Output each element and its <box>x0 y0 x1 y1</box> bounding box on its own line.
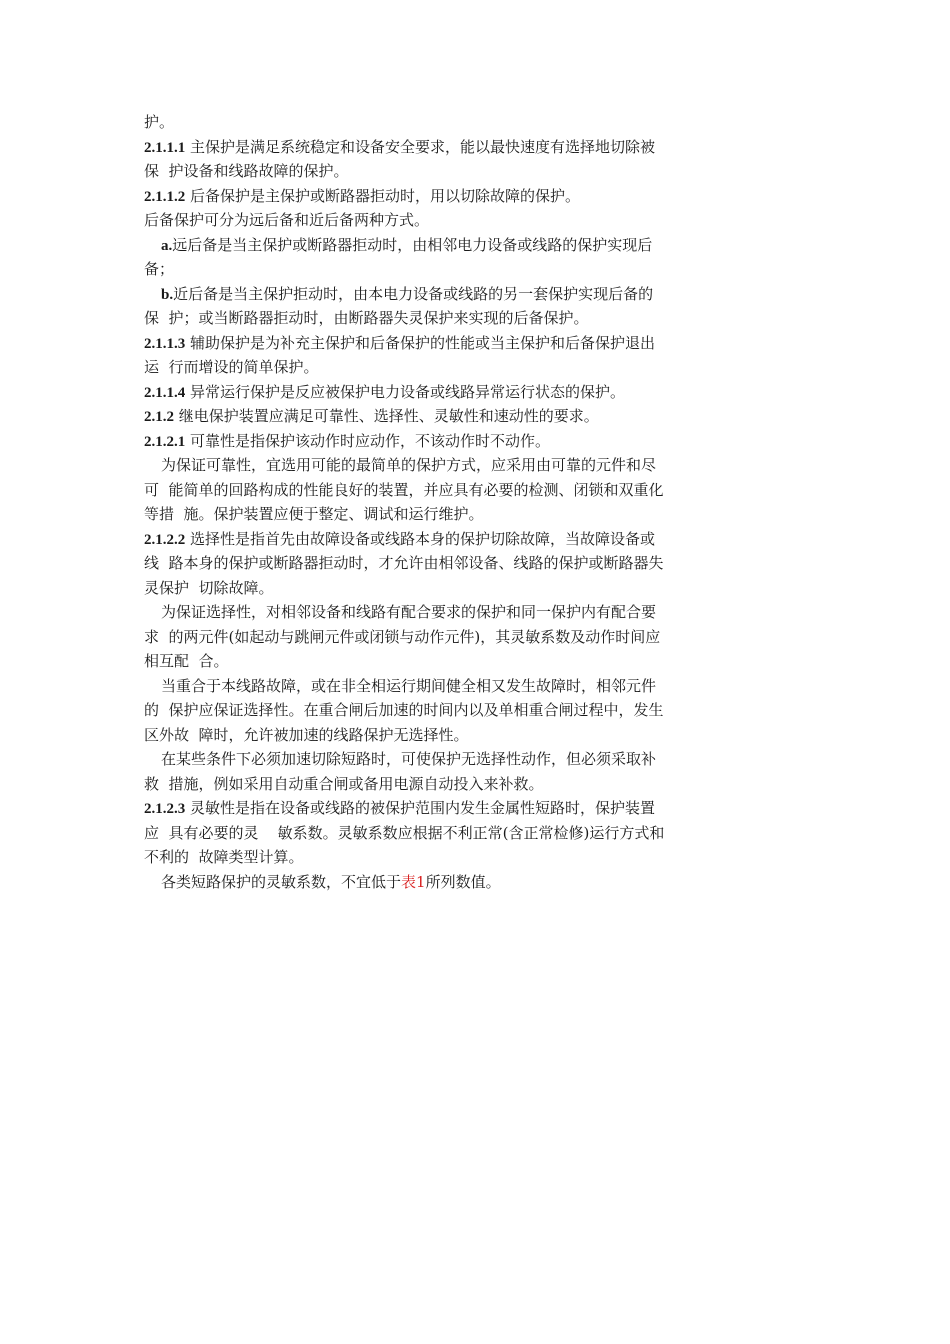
item-label: a. <box>161 237 173 254</box>
clause-2-1-1-1: 2.1.1.1 主保护是满足系统稳定和设备安全要求，能以最快速度有选择地切除被 <box>144 137 656 156</box>
clause-2-1-2-3: 2.1.2.3 灵敏性是指在设备或线路的被保护范围内发生金属性短路时，保护装置 <box>144 799 656 817</box>
text-line-17: 等措 施。保护装置应便于整定、调试和运行维护。 <box>144 505 484 523</box>
text-line-22: 求 的两元件(如起动与跳闸元件或闭锁与动作元件)，其灵敏系数及动作时间应 <box>144 627 661 646</box>
text-line-23: 相互配 合。 <box>144 652 229 670</box>
clause-number: 2.1.1.1 <box>144 139 186 156</box>
clause-2-1-2-2: 2.1.2.2 选择性是指首先由故障设备或线路本身的保护切除故障，当故障设备或 <box>144 529 656 548</box>
clause-number: 2.1.1.3 <box>144 335 186 352</box>
clause-number: 2.1.1.2 <box>144 188 186 205</box>
clause-2-1-1-3: 2.1.1.3 辅助保护是为补充主保护和后备保护的性能或当主保护和后备保护退出 <box>144 333 656 352</box>
clause-number: 2.1.2 <box>144 409 174 425</box>
clause-number: 2.1.2.2 <box>144 531 186 548</box>
clause-2-1-2-1: 2.1.2.1 可靠性是指保护该动作时应动作，不该动作时不动作。 <box>144 431 551 450</box>
item-label: b. <box>161 286 174 303</box>
text-line-11: 运 行而增设的简单保护。 <box>144 358 319 376</box>
text-line-32: 各类短路保护的灵敏系数，不宜低于表1所列数值。 <box>161 872 501 891</box>
text-line-19: 线 路本身的保护或断路器拒动时，才允许由相邻设备、线路的保护或断路器失 <box>144 554 664 572</box>
clause-number: 2.1.1.4 <box>144 384 186 401</box>
clause-number: 2.1.2.3 <box>144 801 186 817</box>
text-line-20: 灵保护 切除故障。 <box>144 578 274 597</box>
text-line-28: 救 措施，例如采用自动重合闸或备用电源自动投入来补救。 <box>144 774 544 793</box>
clause-number: 2.1.2.1 <box>144 433 186 450</box>
clause-2-1-2: 2.1.2 继电保护装置应满足可靠性、选择性、灵敏性和速动性的要求。 <box>144 407 599 425</box>
text-line-30: 应 具有必要的灵 敏系数。灵敏系数应根据不利正常(含正常检修)运行方式和 <box>144 823 665 842</box>
text-line-3: 保 护设备和线路故障的保护。 <box>144 162 349 180</box>
text-line-1: 护。 <box>144 113 175 131</box>
text-line-16: 可 能简单的回路构成的性能良好的装置，并应具有必要的检测、闭锁和双重化 <box>144 480 664 499</box>
document-page <box>144 110 724 894</box>
text-line-15: 为保证可靠性，宜选用可能的最简单的保护方式，应采用由可靠的元件和尽 <box>161 456 657 474</box>
text-line-31: 不利的 故障类型计算。 <box>144 848 304 866</box>
item-b: b.近后备是当主保护拒动时，由本电力设备或线路的另一套保护实现后备的 <box>161 284 654 303</box>
clause-2-1-1-2: 2.1.1.2 后备保护是主保护或断路器拒动时，用以切除故障的保护。 <box>144 186 581 205</box>
text-line-5: 后备保护可分为远后备和近后备两种方式。 <box>144 211 430 229</box>
item-a: a.远后备是当主保护或断路器拒动时，由相邻电力设备或线路的保护实现后 <box>161 235 653 254</box>
text-line-9: 保 护；或当断路器拒动时，由断路器失灵保护来实现的后备保护。 <box>144 309 589 327</box>
clause-2-1-1-4: 2.1.1.4 异常运行保护是反应被保护电力设备或线路异常运行状态的保护。 <box>144 382 626 401</box>
text-line-26: 区外故 障时，允许被加速的线路保护无选择性。 <box>144 725 469 744</box>
text-line-24: 当重合于本线路故障，或在非全相运行期间健全相又发生故障时，相邻元件 <box>161 676 657 695</box>
text-line-27: 在某些条件下必须加速切除短路时，可使保护无选择性动作，但必须采取补 <box>161 750 657 768</box>
table-1-link[interactable]: 表1 <box>401 872 426 891</box>
text-line-7: 备； <box>144 260 175 278</box>
text-line-21: 为保证选择性，对相邻设备和线路有配合要求的保护和同一保护内有配合要 <box>161 603 657 621</box>
text-line-25: 的 保护应保证选择性。在重合闸后加速的时间内以及单相重合闸过程中，发生 <box>144 701 664 719</box>
